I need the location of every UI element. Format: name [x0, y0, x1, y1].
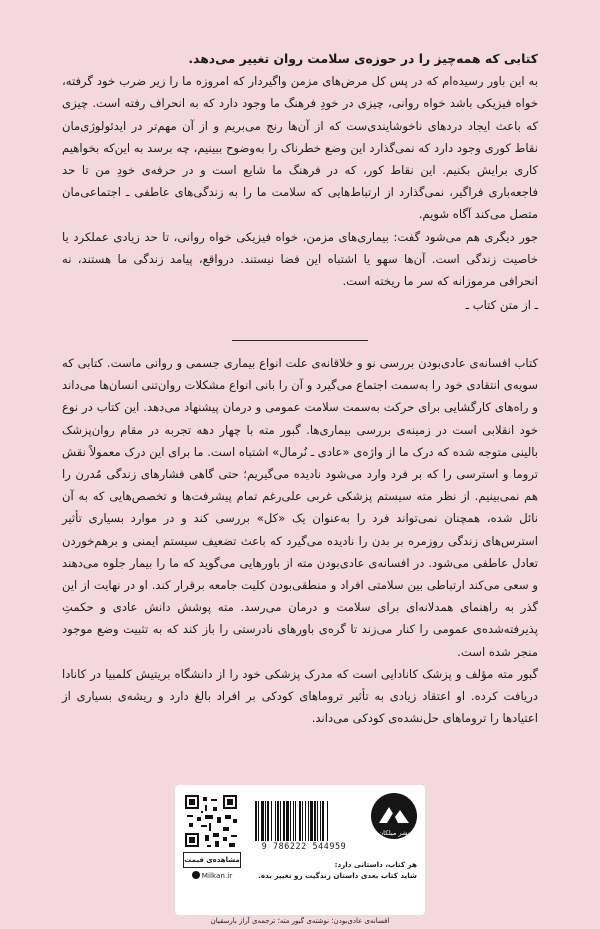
- description-section: [62, 352, 538, 729]
- publisher-label: [175, 785, 425, 915]
- quote-heading: کتابی که همه‌چیز را در حوزه‌ی سلامت روان تغییر می‌دهد.: [188, 51, 538, 66]
- quote-paragraph-1: به این باور رسیده‌ام که در پس کل مرض‌های مزمن واگیردار که امروزه ما را زیر ضرب خود گرفته، خواه فیزیکی باشد خواه روانی، چیزی در خودِ فرهنگ ما وجود دارد که به انحراف رفته است. چیزی که باعث ایجاد دردهای ناخوشایندی‌ست که از آن‌ها رنج می‌بریم و از آن مهم‌تر در ایدئولوژی‌مان نقاط کوری وجود دارد که نمی‌گذارد این وضع خطرناک را به‌وضوح ببینیم، چه برسد به این‌که بخواهیم کاری برایش بکنیم. این نقاط کور، که در فرهنگ ما شایع است و در حرفه‌ی خودِ من تا حد فاجعه‌باری فراگیر، نمی‌گذارد از ارتباط‌هایی که سلامت ما را به زندگی‌های عاطفی ـ اجتماعی‌مان متصل می‌کند آگاه شویم.: [62, 74, 538, 222]
- footer-credit: افسانه‌ی عادی‌بودن؛ نوشته‌ی گبور مته؛ ترجمه‌ی آراز بارسقیان: [210, 917, 390, 925]
- quote-source: ـ از متن کتاب ـ: [465, 298, 538, 313]
- price-label: مشاهده‌ی قیمت: [183, 852, 241, 868]
- quote-paragraph-2: جور دیگری هم می‌شود گفت: بیماری‌های مزمن، خواه فیزیکی خواه روانی، تا حد زیادی عملکرد یا خاصیت زندگی است. آن‌ها سهو یا اشتباه این فضا نیستند. درواقع، پیامد زندگی ما هستند، نه انحرافی مرموزانه که سر ما ریخته است.: [62, 229, 538, 289]
- instagram-icon: [192, 871, 200, 879]
- quote-section: [62, 48, 538, 316]
- series-line-2: شاید کتاب بعدی داستان زندگیت رو تغییر بده.: [258, 871, 417, 880]
- description-paragraph-1: کتاب افسانه‌ی عادی‌بودن بررسی نو و خلاقانه‌ی علت انواع بیماری جسمی و روانی ماست. کتابی که سویه‌ی انتقادی خود را به‌سمت اجتماع می‌گیرد و آن را بانی انواع مشکلات روان‌تنی انسان‌ها می‌داند و راه‌های کارگشایی برای حرکت به‌سمت سلامت عمومی و درمان پیشنهاد می‌دهد. این کتاب در نوع خود انقلابی است در زمینه‌ی بررسی بیماری‌ها. گبور مته با چهار دهه تجربه در مقام روان‌پزشک بالینی متوجه شده که درک ما از واژه‌ی «عادی ـ نُرمال» اشتباه است. ما برای این درک معمولاً نقش تروما و استرسی را که بر فرد وارد می‌شود نادیده می‌گیریم؛ حتی گاهی فشارهای زندگی مُدرن را هم نمی‌بینیم. از نظر مته سیستم پزشکی غربی علی‌رغم تمام پیشرفت‌ها و تخصص‌هایی که به آن نائل شده، همچنان نمی‌تواند فرد را به‌عنوان یک «کل» بررسی کند و در موارد بسیاری تأثیر استرس‌های زندگی روزمره بر بدن را نادیده می‌گیرد که باعث تضعیف سیستم ایمنی و برهم‌خوردن تعادل عاطفی می‌شود. در افسانه‌ی عادی‌بودن مته از باورهایی می‌گوید که ما را بیمار جلوه می‌دهند و سعی می‌کند ارتباطی بین سلامتی افراد و منطقی‌بودن کلیت جامعه برقرار کند. او در نهایت از این گذر به راهنمای همدلانه‌ای برای سلامت و درمان می‌رسد. مته پوشش دانش عادی و حکمتِ پذیرفته‌شده‌ی عمومی را کنار می‌زند تا گره‌ی باورهای نادرستی را باز کند که به تثبیت وضع موجود منجر شده است.: [62, 356, 538, 659]
- isbn-digits: 9 786222 544959: [261, 841, 347, 851]
- description-paragraph-2: گبور مته مؤلف و پزشک کانادایی است که مدرک پزشکی خود را از دانشگاه بریتیش کلمبیا در کانادا دریافت کرده. او اعتقاد زیادی به تأثیر تروماهای کودکی بر افراد بالغ دارد و ریشه‌ی بسیاری از اعتیادها را تروماهای حل‌نشده‌ی کودکی می‌داند.: [62, 666, 538, 726]
- qr-code-icon[interactable]: [183, 793, 239, 849]
- series-tagline: [257, 859, 417, 881]
- barcode: [253, 801, 353, 841]
- section-divider: [232, 340, 368, 341]
- series-line-1: هر کتاب، داستانی دارد:: [334, 860, 417, 869]
- website-text: Milkan.ir: [201, 871, 233, 880]
- website-line: [181, 870, 243, 882]
- publisher-logo-text: نشر میلکان: [378, 829, 410, 837]
